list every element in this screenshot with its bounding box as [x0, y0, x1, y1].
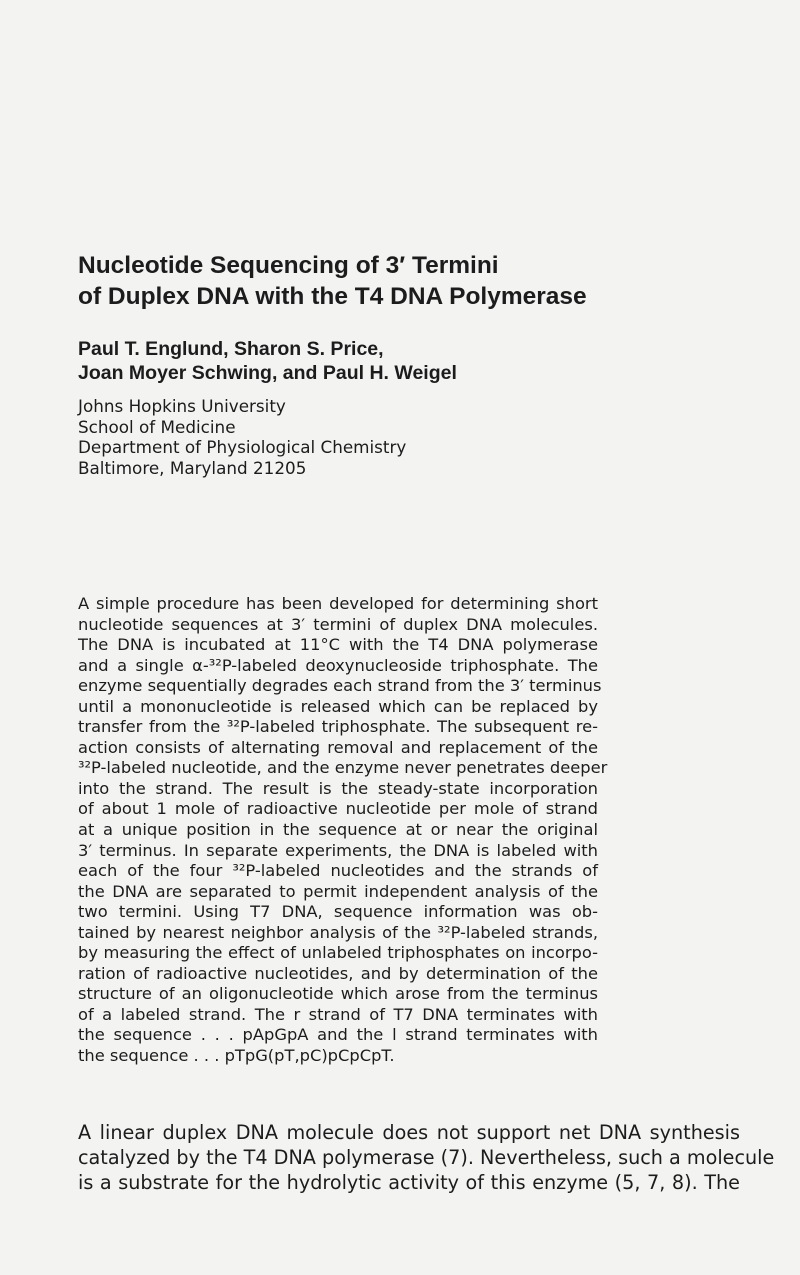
article-title — [78, 250, 758, 312]
affiliation-line: Department of Physiological Chemistry — [78, 437, 407, 458]
abstract-line: action consists of alternating removal and replacement of the — [78, 737, 598, 757]
abstract-line: of about 1 mole of radioactive nucleotide per mole of strand — [78, 799, 598, 819]
abstract — [78, 594, 608, 1067]
abstract-line: ³²P-labeled nucleotide, and the enzyme never penetrates deeper — [78, 758, 608, 778]
abstract-line: structure of an oligonucleotide which arose from the terminus — [78, 984, 598, 1004]
abstract-line: The DNA is incubated at 11°C with the T4 DNA polymerase — [78, 635, 598, 655]
abstract-line: tained by nearest neighbor analysis of the ³²P-labeled strands, — [78, 922, 598, 942]
abstract-line: into the strand. The result is the steady-state incorporation — [78, 778, 598, 798]
body-line: catalyzed by the T4 DNA polymerase (7). Nevertheless, such a molecule — [78, 1146, 775, 1169]
body-text — [78, 1120, 775, 1195]
abstract-line: transfer from the ³²P-labeled triphosphate. The subsequent re- — [78, 717, 598, 737]
affiliation-line: Johns Hopkins University — [78, 396, 286, 416]
author-line: Paul T. Englund, Sharon S. Price, — [78, 338, 384, 360]
affiliation-line: School of Medicine — [78, 416, 236, 437]
abstract-line: A simple procedure has been developed for determining short — [78, 594, 598, 613]
abstract-line: ration of radioactive nucleotides, and by determination of the — [78, 963, 598, 983]
body-line: A linear duplex DNA molecule does not support net DNA synthesis — [78, 1121, 740, 1144]
abstract-line: enzyme sequentially degrades each strand from the 3′ terminus — [78, 676, 602, 696]
author-list — [78, 337, 758, 385]
author-line: Joan Moyer Schwing, and Paul H. Weigel — [78, 362, 457, 384]
title-line: Nucleotide Sequencing of 3′ Termini — [78, 252, 499, 279]
abstract-line: the sequence . . . pTpG(pT,pC)pCpCpT. — [78, 1046, 395, 1066]
abstract-line: 3′ terminus. In separate experiments, the DNA is labeled with — [78, 840, 598, 860]
abstract-line: and a single α-³²P-labeled deoxynucleoside triphosphate. The — [78, 655, 598, 675]
abstract-line: until a mononucleotide is released which can be replaced by — [78, 696, 598, 716]
abstract-line: by measuring the effect of unlabeled triphosphates on incorpo- — [78, 943, 598, 963]
abstract-line: each of the four ³²P-labeled nucleotides and the strands of — [78, 861, 598, 881]
abstract-line: the sequence . . . pApGpA and the l strand terminates with — [78, 1025, 598, 1045]
title-line: of Duplex DNA with the T4 DNA Polymerase — [78, 283, 587, 310]
abstract-line: the DNA are separated to permit independent analysis of the — [78, 881, 598, 901]
affiliation — [78, 396, 758, 478]
abstract-line: of a labeled strand. The r strand of T7 DNA terminates with — [78, 1004, 598, 1024]
body-line: is a substrate for the hydrolytic activity of this enzyme (5, 7, 8). The — [78, 1171, 740, 1194]
abstract-line: two termini. Using T7 DNA, sequence information was ob- — [78, 902, 598, 922]
affiliation-line: Baltimore, Maryland 21205 — [78, 457, 307, 478]
abstract-line: nucleotide sequences at 3′ termini of duplex DNA molecules. — [78, 614, 598, 634]
abstract-line: at a unique position in the sequence at or near the original — [78, 820, 598, 840]
